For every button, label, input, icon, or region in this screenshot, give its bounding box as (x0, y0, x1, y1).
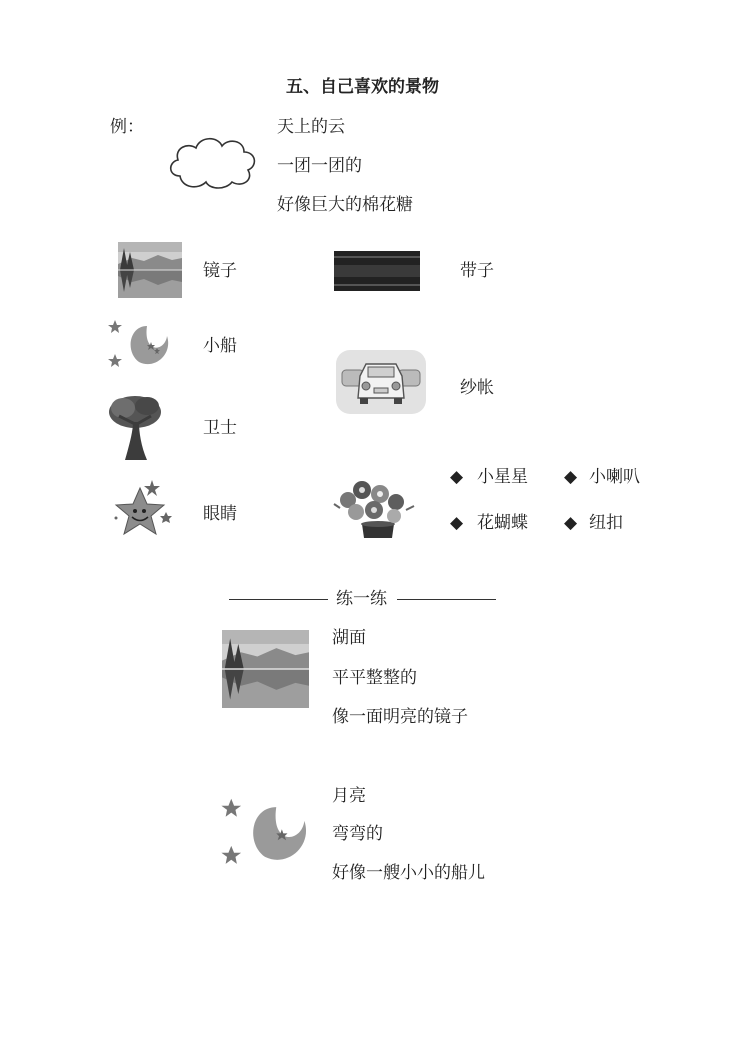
crescent-moon-icon (107, 318, 171, 370)
left-item-label: 卫士 (203, 418, 237, 438)
choice-option: 花蝴蝶 (477, 513, 528, 533)
choice-option: 小喇叭 (589, 467, 640, 487)
practice-line: 平平整整的 (332, 668, 417, 688)
example-line-2: 一团一团的 (277, 156, 362, 176)
tree-icon (107, 392, 163, 462)
cloud-icon (166, 132, 258, 190)
choice-bullet-icon: ◆ (564, 513, 578, 533)
choice-bullet-icon: ◆ (564, 467, 578, 487)
left-item-label: 眼睛 (203, 504, 237, 524)
practice-line: 弯弯的 (332, 824, 383, 844)
smiling-star-icon (110, 478, 176, 544)
choice-option: 小星星 (477, 467, 528, 487)
example-line-1: 天上的云 (277, 117, 345, 137)
choice-option: 纽扣 (589, 513, 623, 533)
choice-bullet-icon: ◆ (450, 467, 464, 487)
right-item-label: 带子 (460, 261, 494, 281)
choice-bullet-icon: ◆ (450, 513, 464, 533)
practice-line: 好像一艘小小的船儿 (332, 863, 485, 883)
divider-left (229, 599, 328, 600)
lake-landscape-icon (222, 630, 309, 708)
flower-pot-icon (332, 478, 416, 542)
road-stripe-icon (334, 251, 420, 291)
practice-line: 月亮 (332, 786, 366, 806)
example-line-3: 好像巨大的棉花糖 (277, 195, 413, 215)
crescent-moon-icon (220, 796, 310, 868)
practice-heading: 练一练 (336, 589, 387, 609)
lake-landscape-icon (118, 242, 182, 298)
right-item-label: 纱帐 (460, 378, 494, 398)
practice-line: 像一面明亮的镜子 (332, 707, 468, 727)
left-item-label: 镜子 (203, 261, 237, 281)
car-icon (336, 350, 426, 414)
divider-right (397, 599, 496, 600)
example-label: 例： (110, 117, 144, 137)
left-item-label: 小船 (203, 336, 237, 356)
page-title: 五、自己喜欢的景物 (286, 77, 439, 97)
practice-line: 湖面 (332, 628, 366, 648)
